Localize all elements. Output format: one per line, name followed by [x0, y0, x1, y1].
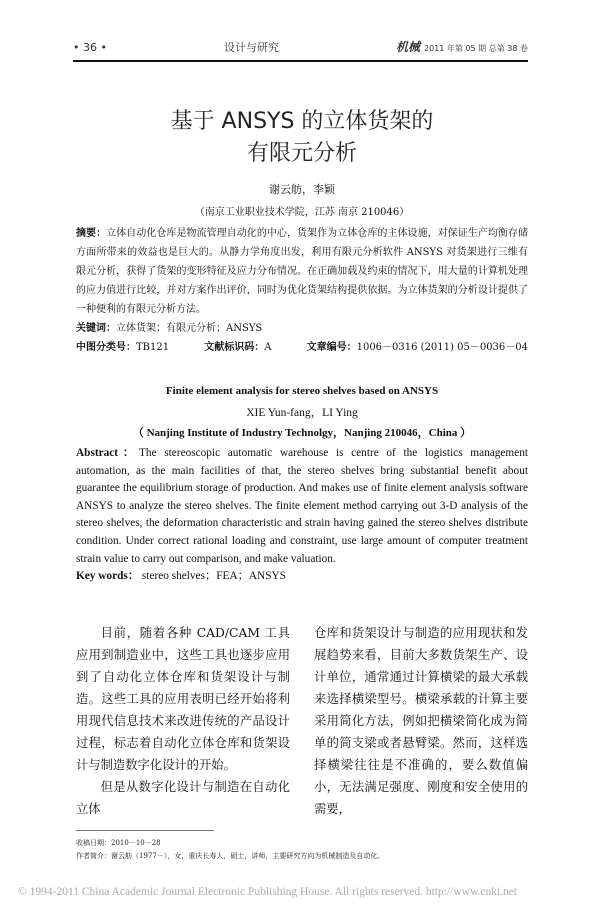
article-number-value: 1006－0316 (2011) 05－0036－04 [356, 342, 528, 353]
doc-code-label: 文献标识码： [204, 342, 265, 353]
issue-info: 2011 年第 05 期 总第 38 卷 [424, 44, 528, 53]
body-columns [76, 622, 528, 820]
journal-name: 机械 [396, 40, 421, 54]
header-rule [73, 60, 528, 62]
paragraph: 目前，随着各种 CAD/CAM 工具应用到制造业中，这些工具也逐步应用到了自动化立体仓库和货架设计与制造。这些工具的应用表明已经开始将利用现代信息技术来改进传统的产品设计过程，标志着自动化立体仓库和货架设计与制造数字化设计的开始。 [76, 625, 290, 772]
chinese-keywords [76, 319, 528, 338]
abstract-label: Abstract： [76, 447, 140, 459]
body-column-left [76, 622, 290, 820]
footnote-rule [76, 830, 214, 831]
affiliation: （南京工业职业技术学院，江苏 南京 210046） [194, 207, 410, 218]
running-header [73, 38, 528, 55]
body-column-right [314, 622, 528, 820]
paragraph: 仓库和货架设计与制造的应用现状和发展趋势来看，目前大多数货架生产、设计单位，通常通过计算横梁的最大承载来选择横梁型号。横梁承载的计算主要采用简化方法，例如把横梁简化成为简单的简支梁或者悬臂梁。然而，这样选择横梁往往是不准确的，要么数值偏小，无法满足强度、刚度和安全使用的需要， [314, 625, 528, 816]
english-abstract [76, 445, 528, 568]
page-number: • 36 • [73, 41, 107, 54]
english-authors: XIE Yun-fang，LI Ying [246, 407, 358, 419]
keywords-text: 立体货架；有限元分析；ANSYS [116, 323, 263, 334]
authors: 谢云舫，李颖 [269, 183, 335, 196]
doc-code-value: A [264, 342, 272, 353]
clc-label: 中图分类号： [76, 342, 136, 353]
keywords-label: Key words： [76, 570, 140, 583]
author-bio: 作者简介：谢云舫（1977－），女，重庆长寿人，硕士，讲师，主要研究方向为机械制造及自动化。 [76, 851, 385, 860]
received-date: 收稿日期：2010－10－28 [76, 838, 161, 847]
english-affiliation: （ Nanjing Institute of Industry Technolgy，Nanjing 210046，China ） [132, 427, 472, 439]
keywords-label: 关键词： [76, 323, 116, 334]
article-number-label: 文章编号： [306, 342, 357, 353]
abstract-label: 摘要： [76, 228, 107, 239]
clc-value: TB121 [136, 342, 170, 353]
section-name: 设计与研究 [223, 41, 279, 54]
journal-info [396, 38, 528, 55]
classification-line [76, 338, 528, 357]
english-title: Finite element analysis for stereo shelves based on ANSYS [165, 385, 439, 397]
keywords-text: stereo shelves；FEA；ANSYS [141, 570, 286, 583]
english-keywords [76, 568, 528, 586]
paragraph: 但是从数字化设计与制造在自动化立体 [76, 779, 290, 816]
chinese-abstract [76, 224, 528, 319]
title-line-1: 基于 ANSYS 的立体货架的 [170, 109, 434, 134]
paper-title [76, 106, 528, 170]
abstract-text: 立体自动化仓库是物流管理自动化的中心，货架作为立体仓库的主体设施，对保证生产均衡存储方面所带来的效益也是巨大的。从静力学角度出发，利用有限元分析软件 ANSYS 对货架进行三维有限元分析，获得了货架的变形特征及应力分布情况。在正确加载及约束的情况下，用大量的计算机处理的应力值进行比较，并对方案作出评价，同时为优化货架结构提供依据。为立体货架的分析设计提供了一种便利的有限元分析方法。 [76, 228, 529, 315]
title-line-2: 有限元分析 [246, 141, 357, 166]
copyright-watermark: © 1994-2011 China Academic Journal Electronic Publishing House. All rights reserved. http://www.cnki.net [18, 885, 518, 898]
abstract-text: The stereoscopic automatic warehouse is centre of the logistics management automation, as the main facilities of that, the stereo shelves bring substantial benefit about guarantee the equilibrium storage of production. And makes use of finite element analysis software ANSYS to analyze the stereo shelves. The finite element method carrying out 3-D analysis of the stereo shelves, the deformation characteristic and strain having gained the stereo shelves distribute condition. Under correct rational loading and constraint, use large amount of computer treatment strain value to carry out comparison, and make valuation. [76, 447, 528, 565]
